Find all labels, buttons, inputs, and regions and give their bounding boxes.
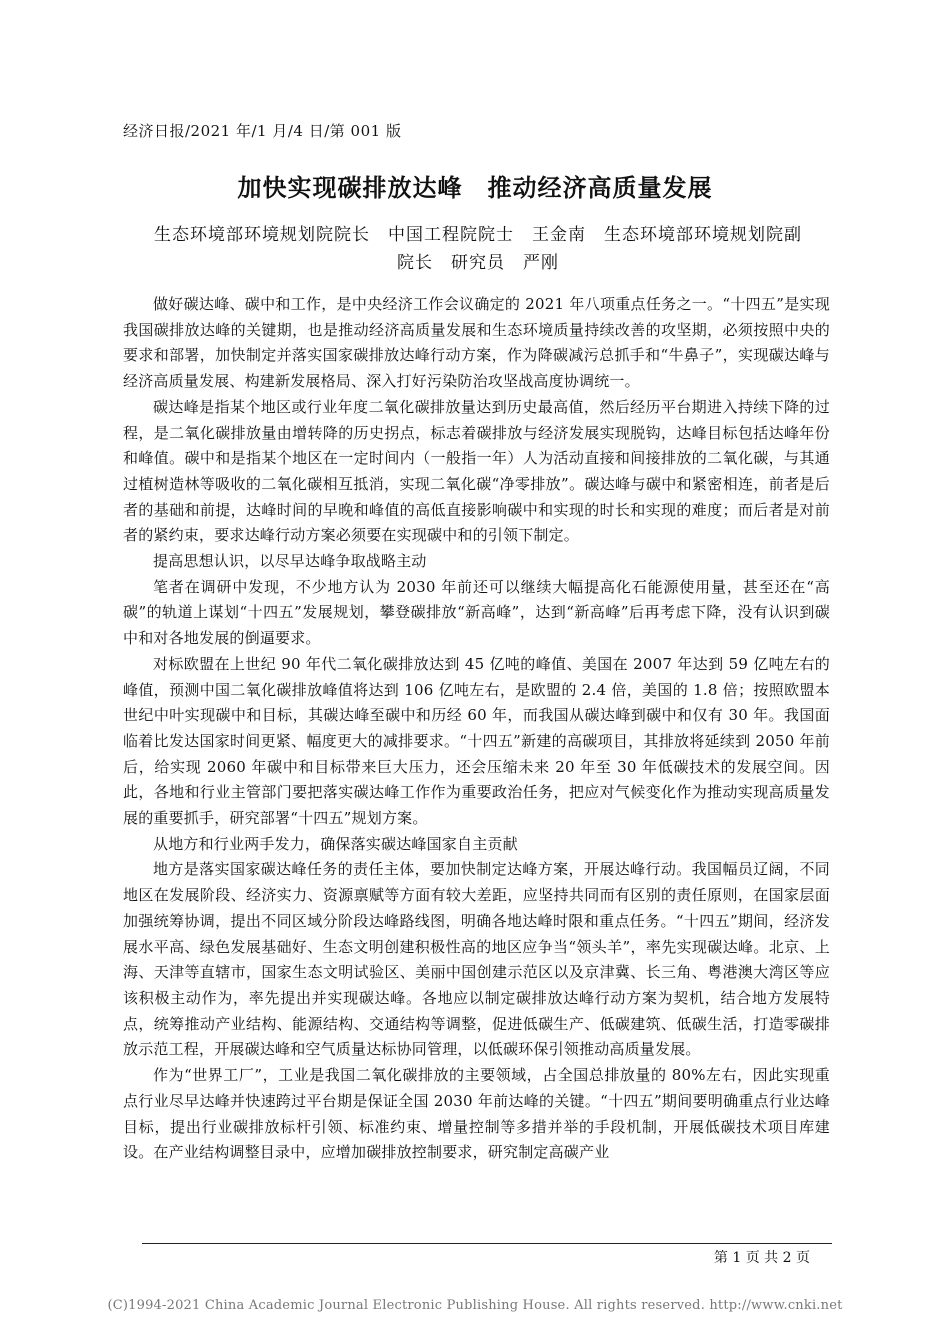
article-title: 加快实现碳排放达峰 推动经济高质量发展 [237, 174, 713, 202]
author-block [123, 221, 833, 277]
paragraph: 笔者在调研中发现，不少地方认为 2030 年前还可以继续大幅提高化石能源使用量，甚至还在“高碳”的轨道上谋划“十四五”发展规划，攀登碳排放“新高峰”，达到“新高峰”后再考虑下降，没有认识到碳中和对各地发展的倒逼要求。 [123, 577, 830, 648]
section-heading: 从地方和行业两手发力，确保落实碳达峰国家自主贡献 [153, 834, 518, 853]
section-heading: 提高思想认识，以尽早达峰争取战略主动 [153, 552, 427, 571]
footer-divider [142, 1243, 832, 1244]
article-body [123, 292, 830, 1166]
source-line: 经济日报/2021 年/1 月/4 日/第 001 版 [123, 122, 402, 140]
paragraph: 作为“世界工厂”，工业是我国二氧化碳排放的主要领域，占全国总排放量的 80%左右，因此实现重点行业尽早达峰并快速跨过平台期是保证全国 2030 年前达峰的关键。“十四五”期间要明确重点行业达峰目标，提出行业碳排放标杆引领、标准约束、增量控制等多措并举的手段机制，开展低碳技术项目库建设。在产业结构调整目录中，应增加碳排放控制要求，研究制定高碳产业 [123, 1066, 830, 1162]
paragraph: 对标欧盟在上世纪 90 年代二氧化碳排放达到 45 亿吨的峰值、美国在 2007 年达到 59 亿吨左右的峰值，预测中国二氧化碳排放峰值将达到 106 亿吨左右，是欧盟的 2.4 倍，美国的 1.8 倍；按照欧盟本世纪中叶实现碳中和目标，其碳达峰至碳中和历经 60 年，而我国从碳达峰到碳中和仅有 30 年。我国面临着比发达国家时间更紧、幅度更大的减排要求。“十四五”新建的高碳项目，其排放将延续到 2050 年前后，给实现 2060 年碳中和目标带来巨大压力，还会压缩未来 20 年至 30 年低碳技术的发展空间。因此，各地和行业主管部门要把落实碳达峰工作作为重要政治任务，把应对气候变化作为推动实现高质量发展的重要抓手，研究部署“十四五”规划方案。 [123, 654, 830, 828]
copyright-notice: (C)1994-2021 China Academic Journal Electronic Publishing House. All rights reserved. http://www.cnki.net [107, 1298, 843, 1313]
paragraph: 地方是落实国家碳达峰任务的责任主体，要加快制定达峰方案，开展达峰行动。我国幅员辽阔，不同地区在发展阶段、经济实力、资源禀赋等方面有较大差距，应坚持共同而有区别的责任原则，在国家层面加强统筹协调，提出不同区域分阶段达峰路线图，明确各地达峰时限和重点任务。“十四五”期间，经济发展水平高、绿色发展基础好、生态文明创建积极性高的地区应争当“领头羊”，率先实现碳达峰。北京、上海、天津等直辖市，国家生态文明试验区、美丽中国创建示范区以及京津冀、长三角、粤港澳大湾区等应该积极主动作为，率先提出并实现碳达峰。各地应以制定碳排放达峰行动方案为契机，结合地方发展特点，统筹推动产业结构、能源结构、交通结构等调整，促进低碳生产、低碳建筑、低碳生活，打造零碳排放示范工程，开展碳达峰和空气质量达标协同管理，以低碳环保引领推动高质量发展。 [123, 860, 830, 1059]
author-line: 生态环境部环境规划院院长 中国工程院院士 王金南 生态环境部环境规划院副 [154, 225, 802, 245]
author-line: 院长 研究员 严刚 [397, 253, 559, 273]
page-number: 第 1 页 共 2 页 [713, 1250, 810, 1266]
paragraph: 做好碳达峰、碳中和工作，是中央经济工作会议确定的 2021 年八项重点任务之一。“十四五”是实现我国碳排放达峰的关键期，也是推动经济高质量发展和生态环境质量持续改善的攻坚期，必须按照中央的要求和部署，加快制定并落实国家碳排放达峰行动方案，作为降碳减污总抓手和“牛鼻子”，实现碳达峰与经济高质量发展、构建新发展格局、深入打好污染防治攻坚战高度协调统一。 [123, 295, 830, 391]
paragraph: 碳达峰是指某个地区或行业年度二氧化碳排放量达到历史最高值，然后经历平台期进入持续下降的过程，是二氧化碳排放量由增转降的历史拐点，标志着碳排放与经济发展实现脱钩，达峰目标包括达峰年份和峰值。碳中和是指某个地区在一定时间内（一般指一年）人为活动直接和间接排放的二氧化碳，与其通过植树造林等吸收的二氧化碳相互抵消，实现二氧化碳“净零排放”。碳达峰与碳中和紧密相连，前者是后者的基础和前提，达峰时间的早晚和峰值的高低直接影响碳中和实现的时长和实现的难度；而后者是对前者的紧约束，要求达峰行动方案必须要在实现碳中和的引领下制定。 [123, 397, 830, 545]
